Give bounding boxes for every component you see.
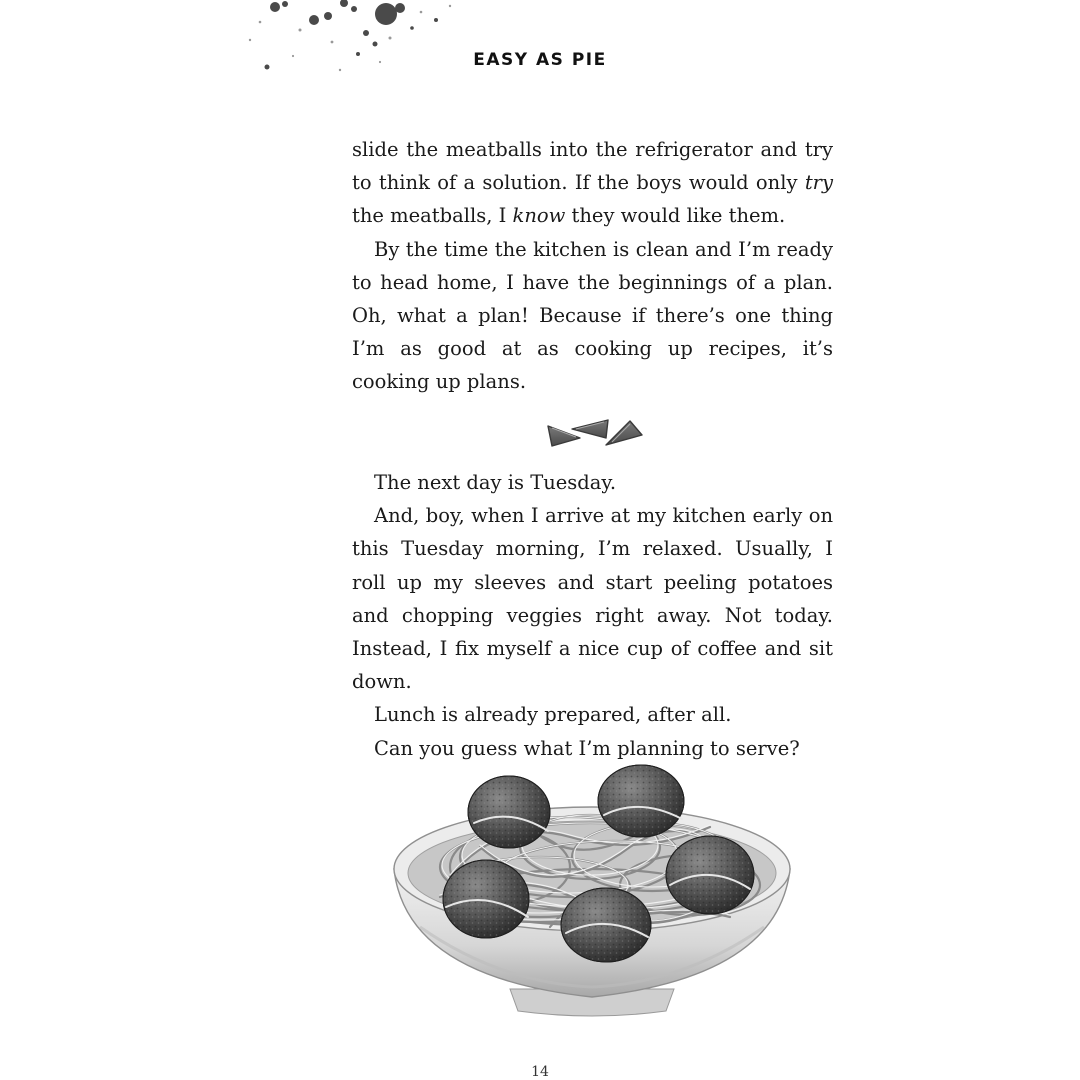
paragraph-morning: And, boy, when I arrive at my kitchen early on this Tuesday morning, I’m relaxed. Usually, I roll up my sleeves and start peeling potatoes and chopping veggies right away. Not today. Instead, I fix myself a nice cup of coffee and sit down.	[352, 504, 833, 694]
crumbs-decoration	[240, 0, 470, 95]
emphasis-know: know	[512, 204, 566, 228]
body-text-before-break	[352, 133, 833, 399]
paragraph-tuesday: The next day is Tuesday.	[374, 471, 617, 494]
paragraph-plan: By the time the kitchen is clean and I’m ready to head home, I have the beginnings of a plan. Oh, what a plan! Because if there’s one thing I’m as good at as cooking up recipes, it’s cooking up plans.	[352, 237, 833, 394]
running-header: EASY AS PIE	[473, 50, 607, 70]
spaghetti-bowl-illustration	[390, 757, 794, 1027]
emphasis-try: try	[804, 171, 833, 195]
paragraph-question: Can you guess what I’m planning to serve?	[374, 736, 800, 760]
pie-slices-icon	[544, 416, 646, 450]
paragraph-continued: slide the meatballs into the refrigerator and try to think of a solution. If the boys would only try the meatballs, I know they would like them.	[352, 138, 833, 228]
paragraph-lunch: Lunch is already prepared, after all.	[374, 703, 732, 727]
body-text-after-break	[352, 466, 833, 765]
page-number: 14	[531, 1064, 549, 1080]
